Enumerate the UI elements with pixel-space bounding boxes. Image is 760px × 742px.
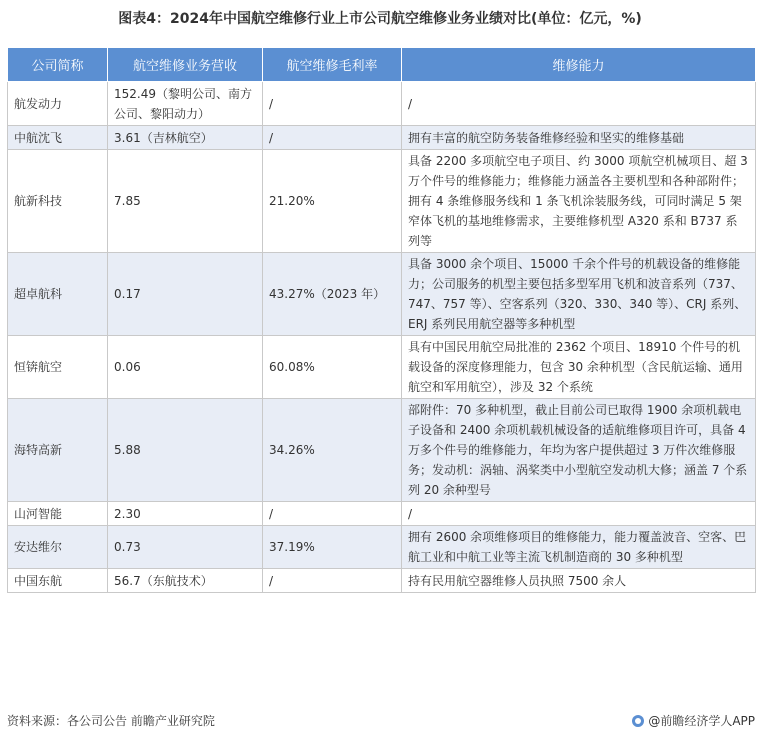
comparison-table [7, 47, 756, 593]
cell-company: 中航沈飞 [8, 126, 108, 150]
cell-company: 安达维尔 [8, 526, 108, 569]
header-revenue: 航空维修业务营收 [108, 48, 263, 82]
table-header-row [8, 48, 756, 82]
cell-margin: / [263, 502, 402, 526]
cell-company: 超卓航科 [8, 253, 108, 336]
cell-margin: 37.19% [263, 526, 402, 569]
cell-revenue: 2.30 [108, 502, 263, 526]
cell-capability: 具备 2200 多项航空电子项目、约 3000 项航空机械项目、超 3 万个件号的维修能力；维修能力涵盖各主要机型和各种部附件；拥有 4 条维修服务线和 1 条飞机涂装服务线，可同时满足 5 架窄体飞机的基地维修需求，主要维修机型 A320 系和 B737 系列等 [402, 150, 756, 253]
cell-revenue: 152.49（黎明公司、南方公司、黎阳动力） [108, 82, 263, 126]
cell-company: 山河智能 [8, 502, 108, 526]
table-row [8, 502, 756, 526]
table-row [8, 569, 756, 593]
table-row [8, 253, 756, 336]
brand-credit [632, 710, 755, 732]
cell-revenue: 7.85 [108, 150, 263, 253]
header-margin: 航空维修毛利率 [263, 48, 402, 82]
cell-margin: / [263, 126, 402, 150]
cell-capability: 拥有丰富的航空防务装备维修经验和坚实的维修基础 [402, 126, 756, 150]
cell-capability: 部附件：70 多种机型，截止目前公司已取得 1900 余项机载电子设备和 2400 余项机载机械设备的适航维修项目许可，具备 4 万多个件号的维修能力，年均为客户提供超过 3 万件次维修服务；发动机：涡轴、涡桨类中小型航空发动机大修；涵盖 7 个系列 20 余种型号 [402, 399, 756, 502]
table-row [8, 526, 756, 569]
header-capability: 维修能力 [402, 48, 756, 82]
cell-capability: 拥有 2600 余项维修项目的维修能力，能力覆盖波音、空客、巴航工业和中航工业等主流飞机制造商的 30 多种机型 [402, 526, 756, 569]
table-row [8, 150, 756, 253]
cell-capability: 具备 3000 余个项目、15000 千余个件号的机载设备的维修能力；公司服务的机型主要包括多型军用飞机和波音系列（737、747、757 等）、空客系列（320、330、340 等）、CRJ 系列、ERJ 系列民用航空器等多种机型 [402, 253, 756, 336]
cell-margin: / [263, 82, 402, 126]
cell-margin: 34.26% [263, 399, 402, 502]
cell-revenue: 0.73 [108, 526, 263, 569]
cell-company: 恒锛航空 [8, 336, 108, 399]
header-company: 公司简称 [8, 48, 108, 82]
cell-capability: / [402, 502, 756, 526]
table-row [8, 82, 756, 126]
cell-revenue: 3.61（吉林航空） [108, 126, 263, 150]
cell-capability: 具有中国民用航空局批准的 2362 个项目、18910 个件号的机载设备的深度修理能力，包含 30 余种机型（含民航运输、通用航空和军用航空），涉及 32 个系统 [402, 336, 756, 399]
footer [7, 710, 755, 732]
cell-company: 海特高新 [8, 399, 108, 502]
cell-company: 航新科技 [8, 150, 108, 253]
cell-margin: / [263, 569, 402, 593]
cell-capability: 持有民用航空器维修人员执照 7500 余人 [402, 569, 756, 593]
cell-company: 中国东航 [8, 569, 108, 593]
cell-margin: 60.08% [263, 336, 402, 399]
source-note: 资料来源：各公司公告 前瞻产业研究院 [7, 714, 215, 728]
cell-margin: 21.20% [263, 150, 402, 253]
cell-revenue: 5.88 [108, 399, 263, 502]
cell-revenue: 56.7（东航技术） [108, 569, 263, 593]
table-row [8, 126, 756, 150]
cell-company: 航发动力 [8, 82, 108, 126]
table-row [8, 336, 756, 399]
brand-label: @前瞻经济学人APP [648, 714, 755, 728]
cell-revenue: 0.17 [108, 253, 263, 336]
cell-capability: / [402, 82, 756, 126]
cell-revenue: 0.06 [108, 336, 263, 399]
brand-logo-icon [632, 715, 644, 727]
table-row [8, 399, 756, 502]
page-title: 图表4：2024年中国航空维修行业上市公司航空维修业务业绩对比(单位：亿元，%) [118, 11, 642, 27]
cell-margin: 43.27%（2023 年） [263, 253, 402, 336]
